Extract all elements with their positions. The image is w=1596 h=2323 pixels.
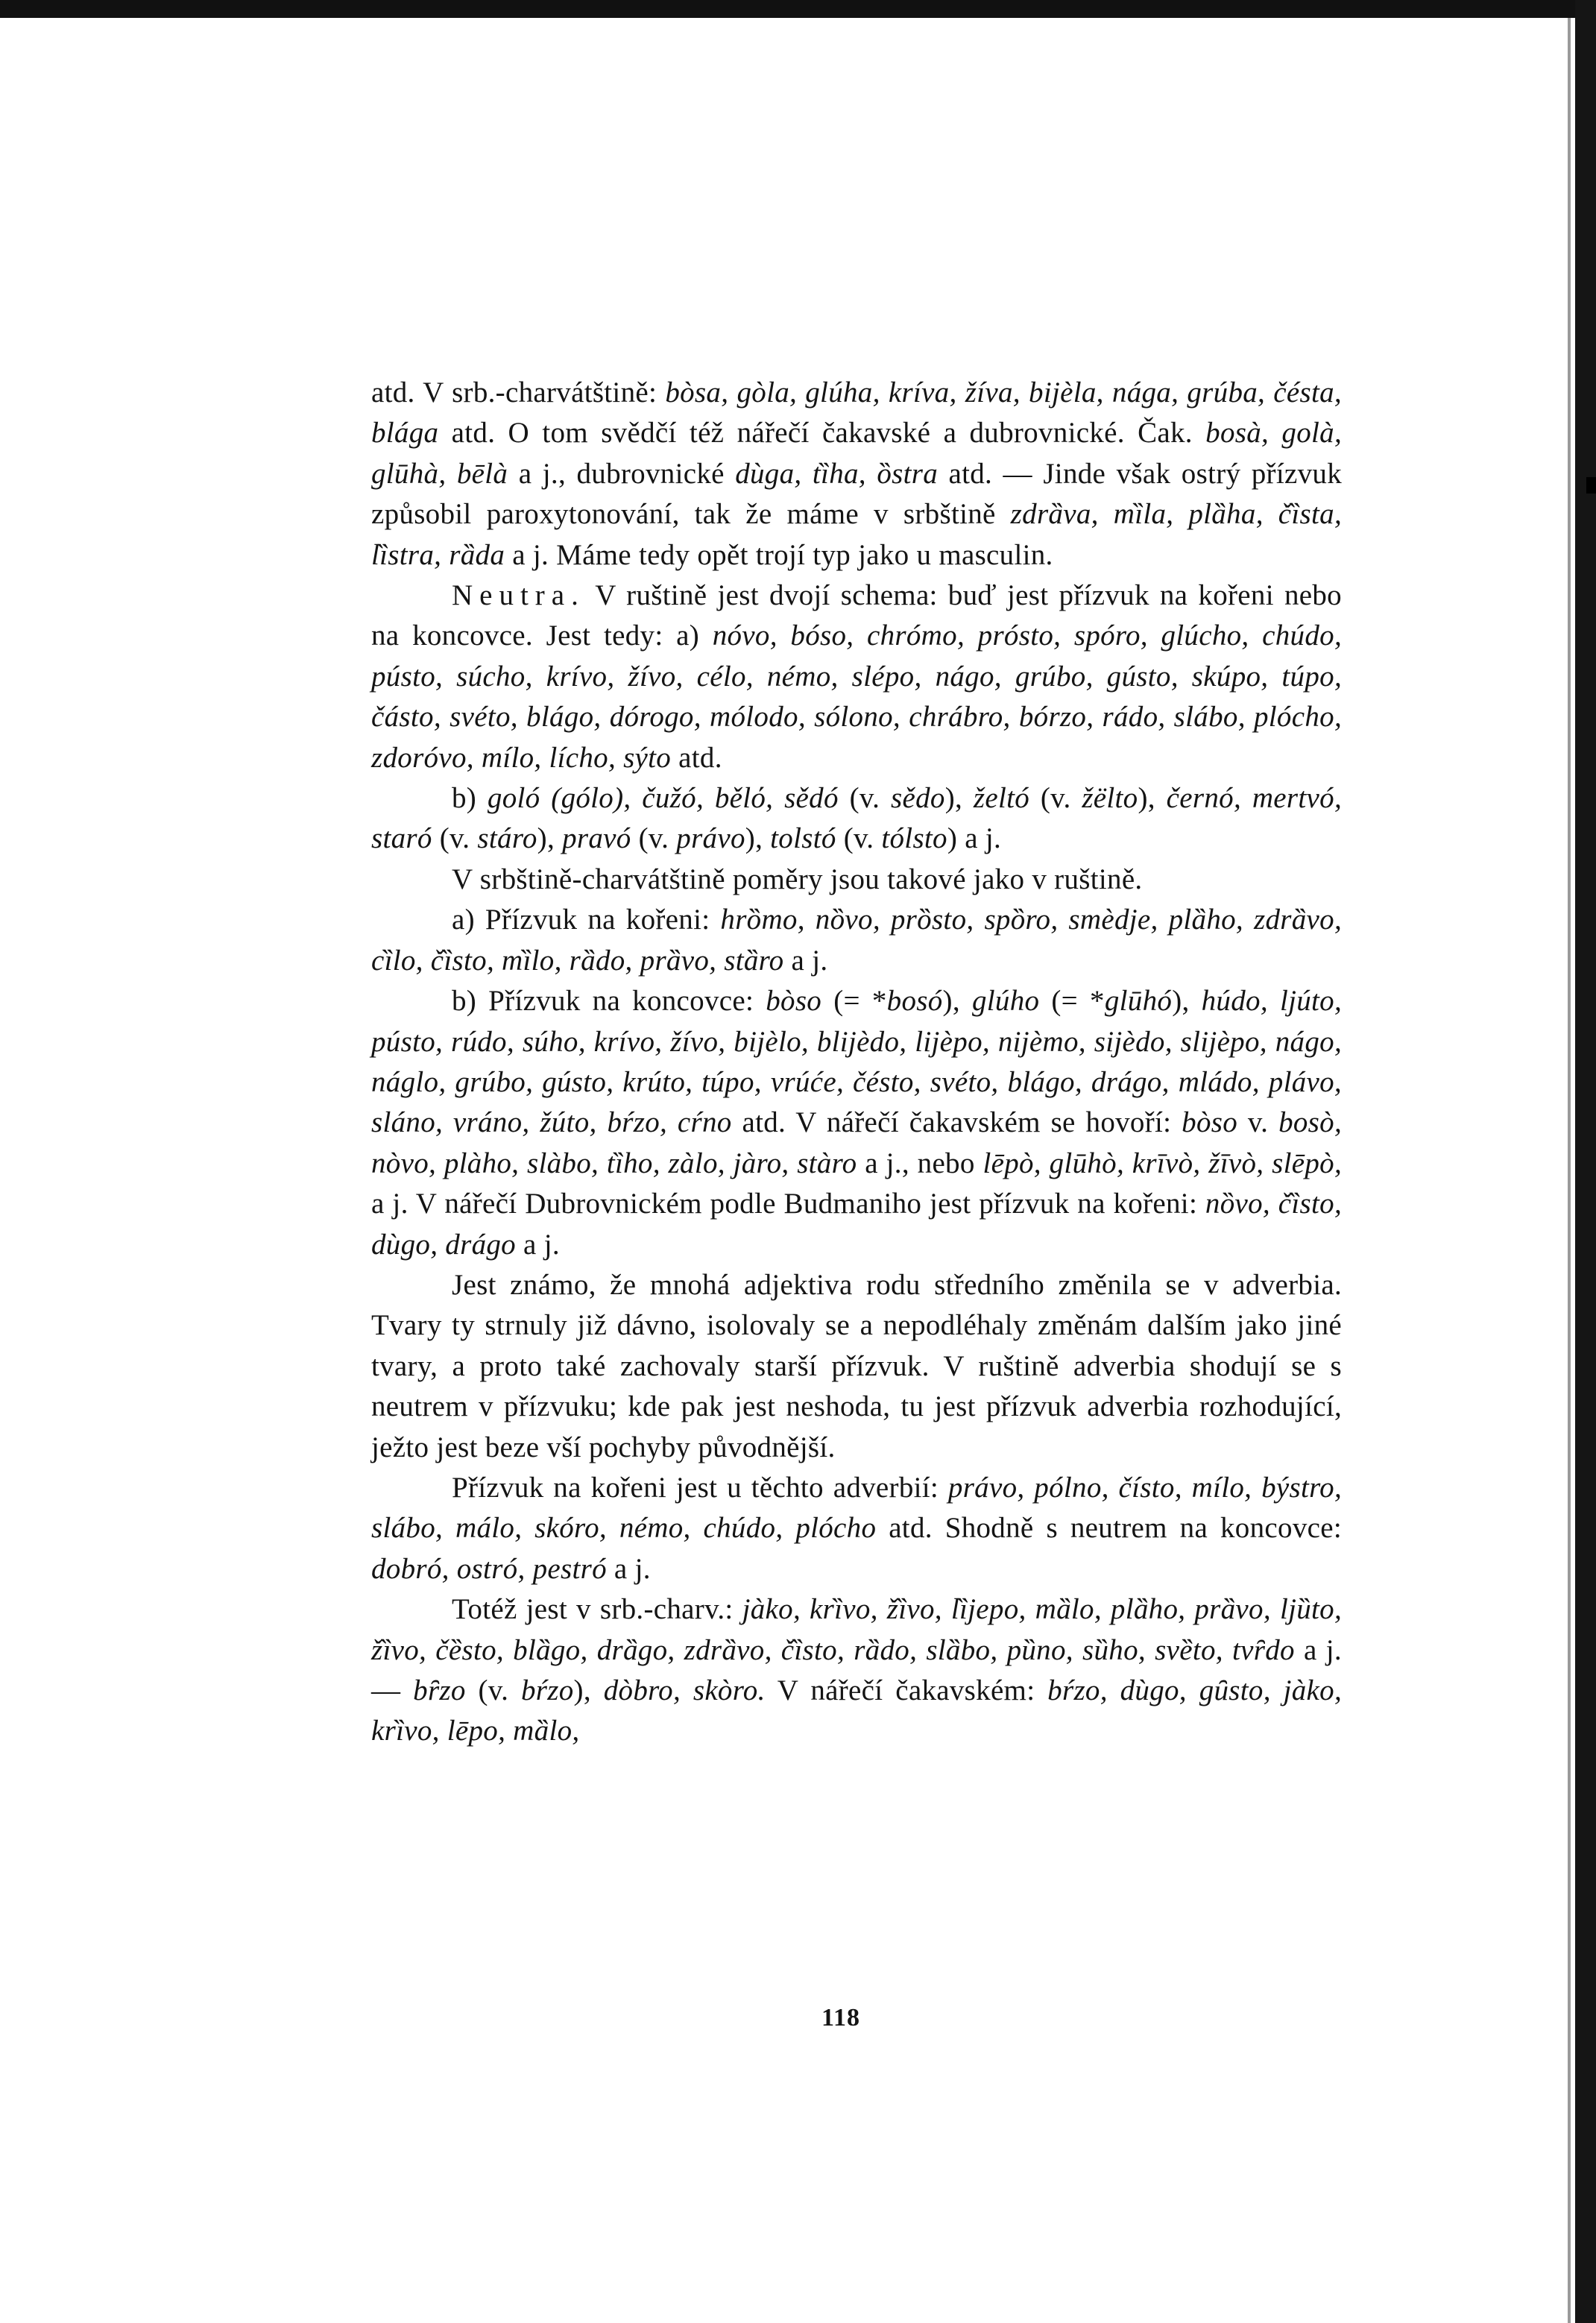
paragraph <box>371 860 1342 900</box>
italic-term: bosò, nòvo, plàho, slàbo, tȉho, zàlo, jàro, stàro <box>371 1106 1343 1179</box>
text-run: (= * <box>1039 985 1105 1018</box>
italic-term: žëlto <box>1082 782 1138 815</box>
page-number: 118 <box>821 2004 861 2032</box>
text-run: (v. <box>1029 782 1082 815</box>
text-run: ), <box>573 1674 604 1706</box>
italic-term: sědo <box>891 782 945 815</box>
text-run: ), <box>1172 985 1202 1018</box>
italic-term: bosà, golà, glūhà, bēlà <box>371 417 1342 490</box>
text-run: V srbštině-charvátštině poměry jsou takové jako v ruštině. <box>452 863 1143 895</box>
text-run: b) <box>452 782 488 815</box>
text-run: a) Přízvuk na kořeni: <box>452 904 721 936</box>
paragraph <box>371 1589 1342 1752</box>
scan-page-edge <box>1568 18 1571 2323</box>
paragraph <box>371 1265 1342 1468</box>
text-run: (v. <box>631 822 677 855</box>
scan-edge-mark <box>1586 477 1596 494</box>
paragraph <box>371 1468 1342 1589</box>
italic-term: glúho <box>971 985 1040 1018</box>
italic-term: bòsa, gòla, glúha, kríva, žíva, bijèla, nága, grúba, čésta, blága <box>371 376 1342 450</box>
scan-border-top <box>0 0 1596 18</box>
text-run: a j. V nářečí Dubrovnickém podle Budmaniho jest přízvuk na kořeni: <box>371 1188 1205 1220</box>
italic-term: lēpò, glūhò, krīvò, žīvò, slēpò, <box>982 1147 1342 1179</box>
italic-term: bŕzo, dùgo, gȗsto, jàko, krȉvo, lēpo, mȁlo, <box>371 1674 1342 1747</box>
italic-term: tolstó <box>770 822 836 855</box>
italic-term: zdrȁva, mȉla, plȁha, čȉsta, lȉstra, rȁda <box>371 498 1342 571</box>
text-run: a j. <box>515 1228 560 1261</box>
spaced-heading-word: Neutra. <box>452 579 585 612</box>
text-run: Přízvuk na kořeni jest u těchto adverbií: <box>452 1471 948 1504</box>
text-run: ), <box>745 822 771 855</box>
italic-term: pravó <box>562 822 631 855</box>
italic-term: dobró, ostró, pestró <box>371 1552 607 1585</box>
text-run: ), <box>537 822 563 855</box>
text-run: (= * <box>821 985 887 1018</box>
text-run: atd. V nářečí čakavském se hovoří: <box>731 1106 1182 1139</box>
italic-term: tólsto <box>881 822 947 855</box>
italic-term: nȍvo, čȉsto, dùgo, drágo <box>371 1188 1342 1261</box>
text-run: ) a j. <box>947 822 1002 855</box>
text-run: a j. Máme tedy opět trojí typ jako u masculin. <box>505 538 1053 571</box>
text-run: (v. <box>836 822 882 855</box>
italic-term: húdo, ljúto, pústo, rúdo, súho, krívo, žívo, bijèlo, blijèdo, lijèpo, nijèmo, sijèdo, slijèpo, nágo, náglo, grúbo, gústo, krúto, túpo, vrúće, čésto, svéto, blágo, drágo, mládo, plávo, sláno, vráno, žúto, bŕzo, cŕno <box>371 985 1343 1139</box>
text-run: atd. — Jinde však ostrý přízvuk způsobil paroxytonování, tak že máme v srbštině <box>371 457 1342 531</box>
text-run: atd. <box>671 741 722 774</box>
italic-term: právo, pólno, čísto, mílo, býstro, slábo, málo, skóro, némo, chúdo, plócho <box>371 1471 1342 1545</box>
text-run: (v. <box>432 822 478 855</box>
text-run: atd. V srb.-charvátštině: <box>371 376 666 409</box>
text-run: ), <box>944 782 974 815</box>
text-run: atd. O tom svědčí též nářečí čakavské a dubrovnické. Čak. <box>438 417 1206 450</box>
scan-border-right <box>1575 0 1596 2323</box>
text-run: (v. <box>838 782 892 815</box>
italic-term: nóvo, bóso, chrómo, prósto, spóro, glúcho, chúdo, pústo, súcho, krívo, žívo, célo, némo, slépo, nágo, grúbo, gústo, skúpo, túpo, částo, svéto, blágo, dórogo, mólodo, sólono, chrábro, bórzo, rádo, slábo, plócho, zdoróvo, mílo, lícho, sýto <box>371 620 1342 774</box>
italic-term: právo <box>676 822 745 855</box>
text-run: v. <box>1237 1106 1279 1139</box>
italic-term: dòbro, skòro. <box>603 1674 766 1706</box>
italic-term: dùga, tȉha, ȍstra <box>735 457 939 490</box>
text-run: a j. — <box>371 1633 1342 1706</box>
italic-term: stáro <box>477 822 537 855</box>
text-run: a j., nebo <box>857 1147 983 1179</box>
paragraph <box>371 900 1342 981</box>
italic-term: bòso <box>766 985 822 1018</box>
text-run: Jest známo, že mnohá adjektiva rodu středního změnila se v adverbia. Tvary ty strnuly již dávno, isolovaly se a nepodléhaly změnám dalším jako jiné tvary, a proto také zachovaly starší přízvuk. V ruštině adverbia shodují se s neutrem v přízvuku; kde pak jest neshoda, tu jest přízvuk adverbia rozhodující, ježto jest beze vší pochyby původnější. <box>371 1268 1342 1463</box>
text-run: V nářečí čakavském: <box>765 1674 1048 1706</box>
paragraph <box>371 576 1342 778</box>
text-run: (v. <box>465 1674 521 1706</box>
italic-term: bȓzo <box>413 1674 466 1706</box>
italic-term: goló (gólo), čužó, bělό, sědó <box>487 782 839 815</box>
italic-term: hrȍmo, nȍvo, prȍsto, spȍro, smèdje, plȁho, zdrȁvo, cȉlo, čȉsto, mȉlo, rȁdo, prȁvo, stȁro <box>371 904 1343 977</box>
italic-term: bŕzo <box>520 1674 574 1706</box>
paragraph <box>371 778 1342 860</box>
page-text-block <box>371 373 1342 1752</box>
text-run: a j. <box>606 1552 651 1585</box>
text-run: V ruštině jest dvojí schema: buď jest přízvuk na kořeni nebo na koncovce. Jest tedy: a) <box>371 579 1342 652</box>
text-run: ), <box>942 985 972 1018</box>
text-run: atd. Shodně s neutrem na koncovce: <box>876 1512 1342 1545</box>
italic-term: jàko, krȉvo, žȉvo, lȉjepo, mȁlo, plȁho, prȁvo, ljȕto, žȉvo, čȅsto, blȁgo, drȁgo, zdrȁvo, čȉsto, rȁdo, slȁbo, pȕno, sȕho, svȅto, tvȓdo <box>371 1593 1342 1666</box>
text-run: Totéž jest v srb.-charv.: <box>452 1593 742 1626</box>
text-run: b) Přízvuk na koncovce: <box>452 985 766 1018</box>
paragraph <box>371 981 1342 1265</box>
italic-term: černó, mertvó, staró <box>371 782 1342 855</box>
italic-term: glūhó <box>1104 985 1173 1018</box>
text-run: a j. <box>783 944 828 977</box>
italic-term: želtó <box>973 782 1030 815</box>
text-run: ), <box>1138 782 1167 815</box>
paragraph <box>371 373 1342 576</box>
italic-term: bòso <box>1182 1106 1238 1139</box>
italic-term: bosó <box>886 985 943 1018</box>
text-run: a j., dubrovnické <box>508 457 736 490</box>
